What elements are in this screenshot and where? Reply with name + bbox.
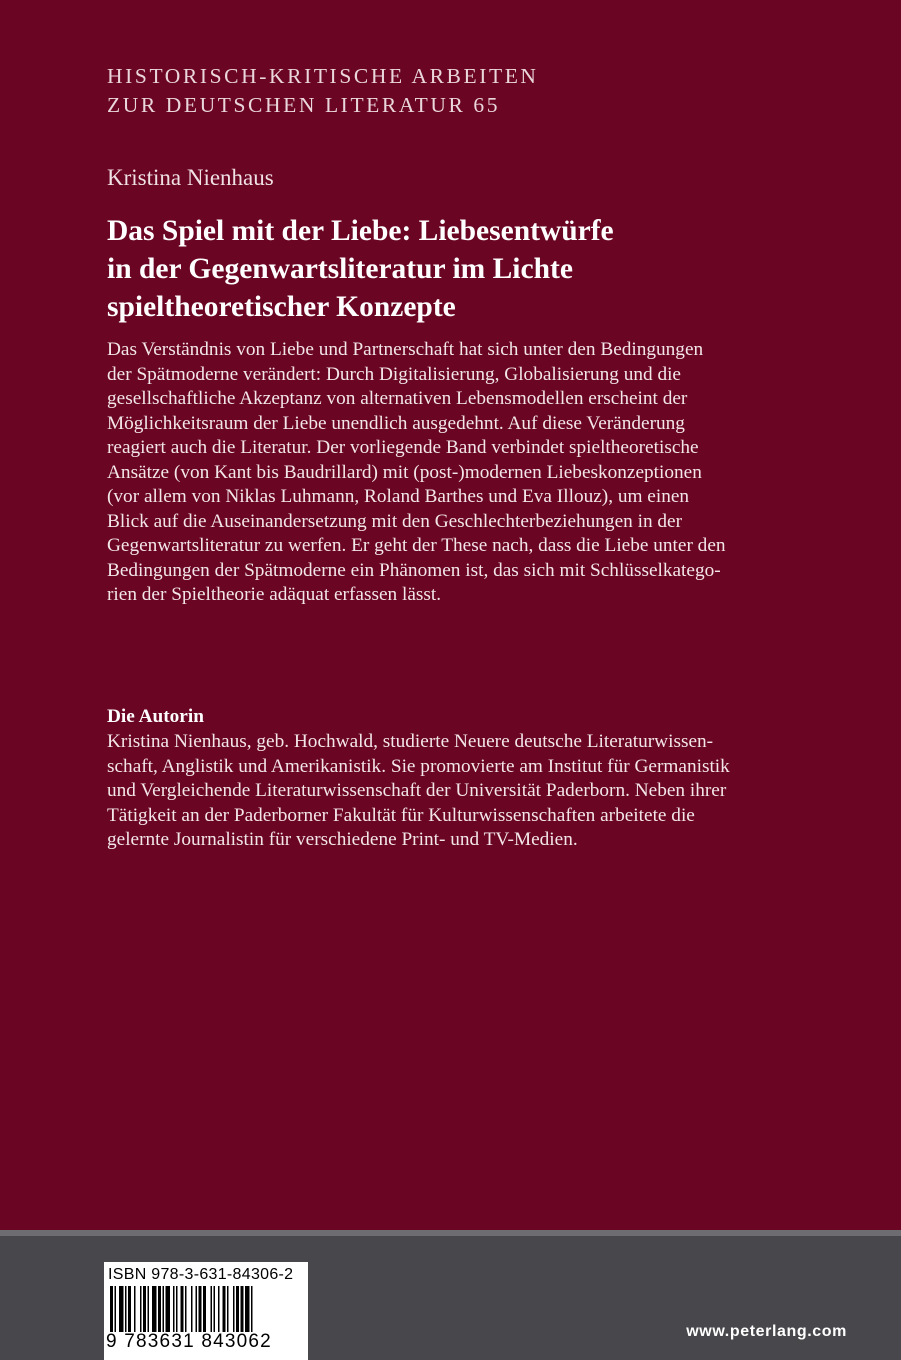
book-title bbox=[107, 212, 614, 326]
blurb-line: Blick auf die Auseinandersetzung mit den Geschlechterbeziehungen in der bbox=[107, 510, 683, 532]
author-name: Kristina Nienhaus bbox=[107, 165, 274, 190]
barcode-icon bbox=[110, 1286, 302, 1332]
barcode-bar bbox=[143, 1286, 146, 1332]
barcode-bar bbox=[119, 1286, 124, 1332]
barcode-bar bbox=[245, 1286, 250, 1332]
bio-heading: Die Autorin bbox=[107, 706, 204, 727]
barcode-bar bbox=[181, 1286, 184, 1332]
blurb-line: Ansätze (von Kant bis Baudrillard) mit (post-)modernen Liebeskonzeptionen bbox=[107, 461, 702, 483]
barcode-bar bbox=[233, 1286, 235, 1332]
blurb-line: Bedingungen der Spätmoderne ein Phänomen ist, das sich mit Schlüsselkatego- bbox=[107, 559, 721, 581]
barcode-bar bbox=[241, 1286, 244, 1332]
barcode-bar bbox=[176, 1286, 178, 1332]
book-description bbox=[107, 338, 726, 608]
isbn-label: ISBN 978-3-631-84306-2 bbox=[108, 1266, 294, 1283]
blurb-line: gesellschaftliche Akzeptanz von alternativen Lebensmodellen erscheint der bbox=[107, 388, 688, 409]
barcode-bar bbox=[125, 1286, 127, 1332]
barcode-bar bbox=[158, 1286, 161, 1332]
barcode-bar bbox=[251, 1286, 253, 1332]
title-line-3: spieltheoretischer Konzepte bbox=[107, 291, 456, 323]
bio-line: Tätigkeit an der Paderborner Fakultät für Kulturwissenschaften arbeitete die bbox=[107, 804, 695, 826]
barcode-bar bbox=[227, 1286, 229, 1332]
barcode-bar bbox=[115, 1286, 117, 1332]
title-line-2: in der Gegenwartsliteratur im Lichte bbox=[107, 253, 573, 285]
barcode-bar bbox=[191, 1286, 193, 1332]
barcode-bar bbox=[223, 1286, 226, 1332]
barcode-bar bbox=[163, 1286, 165, 1332]
barcode-bar bbox=[185, 1286, 187, 1332]
series-line-1: HISTORISCH-KRITISCHE ARBEITEN bbox=[107, 64, 539, 88]
blurb-line: reagiert auch die Literatur. Der vorliegende Band verbindet spieltheoretische bbox=[107, 437, 699, 458]
bio-line: und Vergleichende Literaturwissenschaft der Universität Paderborn. Neben ihrer bbox=[107, 780, 727, 801]
title-line-1: Das Spiel mit der Liebe: Liebesentwürfe bbox=[107, 215, 614, 247]
barcode-bar bbox=[128, 1286, 131, 1332]
barcode-bar bbox=[203, 1286, 206, 1332]
barcode-bar bbox=[173, 1286, 175, 1332]
barcode-bar bbox=[196, 1286, 198, 1332]
series-title bbox=[107, 62, 539, 120]
publisher-website: www.peterlang.com bbox=[686, 1323, 847, 1340]
bio-line: gelernte Journalistin für verschiedene Print- und TV-Medien. bbox=[107, 829, 578, 850]
barcode-bar bbox=[236, 1286, 239, 1332]
blurb-line: rien der Spieltheorie adäquat erfassen lässt. bbox=[107, 584, 442, 605]
blurb-line: (vor allem von Niklas Luhmann, Roland Barthes und Eva Illouz), um einen bbox=[107, 486, 690, 507]
barcode-bar bbox=[110, 1286, 113, 1332]
barcode-bar bbox=[199, 1286, 202, 1332]
barcode-bar bbox=[134, 1286, 136, 1332]
barcode-bar bbox=[140, 1286, 142, 1332]
series-line-2: ZUR DEUTSCHEN LITERATUR 65 bbox=[107, 93, 501, 117]
author-bio bbox=[107, 730, 730, 853]
bio-line: schaft, Anglistik und Amerikanistik. Sie promovierte am Institut für Germanistik bbox=[107, 755, 730, 777]
barcode-digits: 9 783631 843062 bbox=[106, 1331, 272, 1352]
barcode-bar bbox=[214, 1286, 216, 1332]
bio-line: Kristina Nienhaus, geb. Hochwald, studierte Neuere deutsche Literaturwissen- bbox=[107, 731, 714, 752]
blurb-line: Möglichkeitsraum der Liebe unendlich ausgedehnt. Auf diese Veränderung bbox=[107, 412, 685, 434]
blurb-line: der Spätmoderne verändert: Durch Digitalisierung, Globalisierung und die bbox=[107, 363, 681, 385]
barcode-bar bbox=[211, 1286, 213, 1332]
barcode-bar bbox=[218, 1286, 220, 1332]
blurb-line: Das Verständnis von Liebe und Partnerschaft hat sich unter den Bedingungen bbox=[107, 339, 704, 360]
barcode-bar bbox=[152, 1286, 157, 1332]
blurb-line: Gegenwartsliteratur zu werfen. Er geht der These nach, dass die Liebe unter den bbox=[107, 535, 726, 556]
barcode-bar bbox=[148, 1286, 150, 1332]
barcode-bar bbox=[166, 1286, 171, 1332]
